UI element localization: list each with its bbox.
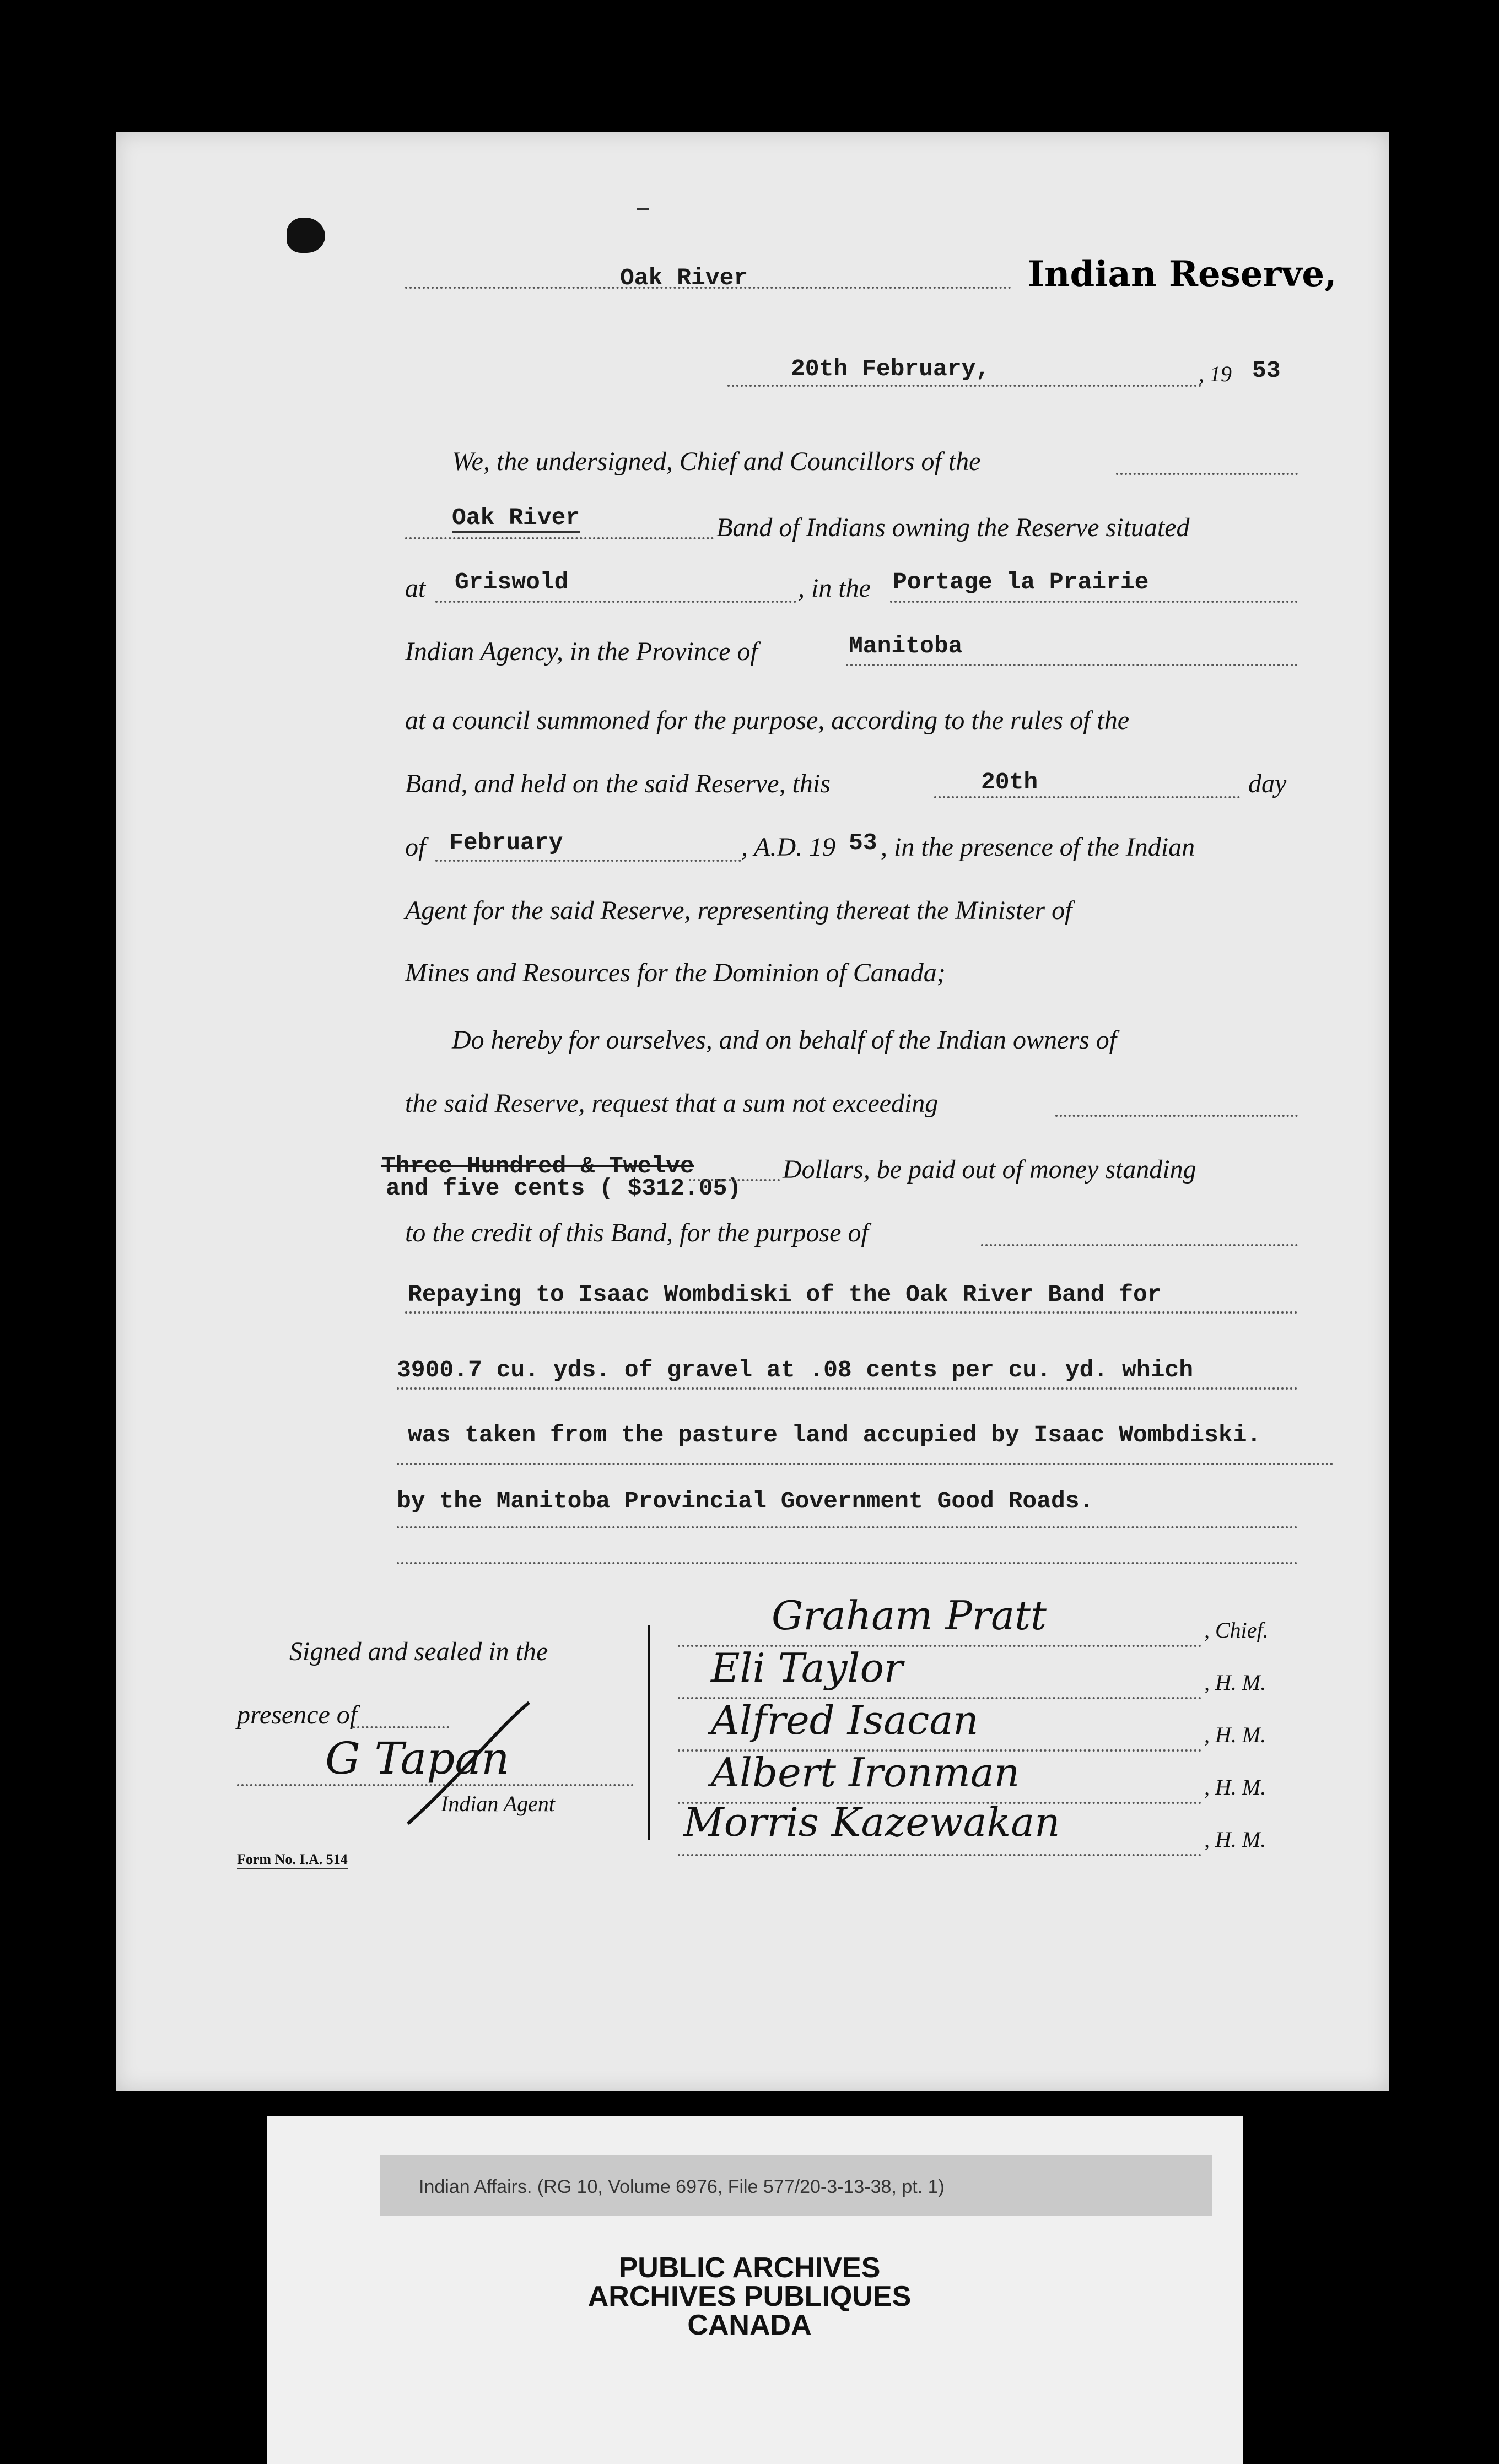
dotted-fill bbox=[689, 1179, 780, 1181]
purpose-line-4: by the Manitoba Provincial Government Good Roads. bbox=[397, 1488, 1094, 1515]
dotted-fill bbox=[890, 601, 1298, 603]
held-line: Band, and held on the said Reserve, this bbox=[405, 769, 831, 798]
indian-agent-label: Indian Agent bbox=[441, 1791, 556, 1816]
archive-line-3: CANADA bbox=[687, 2309, 812, 2341]
credit-line: to the credit of this Band, for the purpose of bbox=[405, 1218, 869, 1247]
intro-line: We, the undersigned, Chief and Councillors of the bbox=[452, 447, 981, 476]
dotted-fill bbox=[1116, 473, 1298, 475]
dotted-fill bbox=[1055, 1115, 1298, 1117]
minister-line: Mines and Resources for the Dominion of Canada; bbox=[405, 958, 946, 987]
form-number: Form No. I.A. 514 bbox=[237, 1851, 348, 1869]
title-councillor-4: , H. M. bbox=[1204, 1827, 1266, 1852]
dotted-fill bbox=[981, 1244, 1298, 1246]
archive-line-2: ARCHIVES PUBLIQUES bbox=[587, 2281, 912, 2312]
title-councillor-3: , H. M. bbox=[1204, 1775, 1266, 1800]
in-the-label: , in the bbox=[798, 574, 871, 603]
dollars-line: Dollars, be paid out of money standing bbox=[783, 1155, 1196, 1184]
amount-words-2: and five cents ( $312.05) bbox=[386, 1175, 742, 1202]
council-year: 53 bbox=[849, 829, 877, 856]
ad-label: , A.D. 19 bbox=[741, 833, 836, 862]
dotted-fill bbox=[397, 1526, 1298, 1528]
date-dotted-line bbox=[727, 385, 1201, 387]
of-label: of bbox=[405, 833, 426, 862]
title-chief: , Chief. bbox=[1204, 1618, 1269, 1642]
request-line: Do hereby for ourselves, and on behalf of the Indian owners of bbox=[452, 1025, 1117, 1055]
reserve-title: Indian Reserve, bbox=[1028, 253, 1337, 295]
location: Griswold bbox=[455, 569, 569, 596]
reserve-name: Oak River bbox=[620, 264, 748, 291]
agent-signature: G Tapan bbox=[325, 1733, 510, 1784]
purpose-line-1: Repaying to Isaac Wombdiski of the Oak River Band for bbox=[408, 1281, 1162, 1308]
dotted-fill bbox=[397, 1387, 1298, 1390]
day-word: day bbox=[1248, 769, 1287, 798]
sum-line: the said Reserve, request that a sum not exceeding bbox=[405, 1089, 939, 1118]
dotted-fill bbox=[435, 860, 741, 862]
presence-of-label: presence of bbox=[237, 1700, 358, 1730]
dotted-fill bbox=[405, 1311, 1298, 1314]
council-month: February bbox=[449, 829, 563, 856]
dotted-fill bbox=[397, 1562, 1298, 1564]
ink-blot bbox=[287, 218, 325, 253]
dotted-fill bbox=[934, 796, 1240, 798]
dotted-fill bbox=[846, 664, 1298, 666]
signed-sealed-label: Signed and sealed in the bbox=[289, 1637, 548, 1666]
signature-chief: Graham Pratt bbox=[772, 1592, 1047, 1639]
dotted-fill bbox=[435, 601, 796, 603]
year-suffix: 53 bbox=[1252, 357, 1281, 384]
signature-councillor-2: Alfred Isacan bbox=[711, 1697, 979, 1743]
purpose-line-2: 3900.7 cu. yds. of gravel at .08 cents per cu. yd. which bbox=[397, 1357, 1194, 1384]
presence-line: , in the presence of the Indian bbox=[881, 833, 1195, 862]
signature-councillor-4: Morris Kazewakan bbox=[683, 1799, 1060, 1845]
year-prefix: , 19 bbox=[1199, 361, 1232, 386]
amount-words-1: Three Hundred & Twelve bbox=[381, 1153, 694, 1180]
council-line: at a council summoned for the purpose, according to the rules of the bbox=[405, 706, 1130, 735]
at-label: at bbox=[405, 574, 426, 603]
signature-councillor-1: Eli Taylor bbox=[711, 1645, 903, 1691]
archive-line-1: PUBLIC ARCHIVES bbox=[618, 2252, 881, 2284]
province: Manitoba bbox=[849, 633, 963, 660]
council-day: 20th bbox=[981, 769, 1038, 796]
title-councillor-1: , H. M. bbox=[1204, 1670, 1266, 1695]
dotted-fill bbox=[405, 537, 714, 539]
band-name: Oak River bbox=[452, 504, 580, 533]
page-mark bbox=[637, 208, 649, 210]
dotted-fill bbox=[678, 1854, 1201, 1856]
purpose-line-3: was taken from the pasture land accupied by Isaac Wombdiski. bbox=[408, 1422, 1261, 1449]
band-line: Band of Indians owning the Reserve situated bbox=[716, 513, 1190, 542]
agent-line: Agent for the said Reserve, representing thereat the Minister of bbox=[405, 896, 1072, 925]
title-councillor-2: , H. M. bbox=[1204, 1722, 1266, 1747]
archive-reference: Indian Affairs. (RG 10, Volume 6976, File 577/20-3-13-38, pt. 1) bbox=[419, 2176, 945, 2197]
agency-line: Indian Agency, in the Province of bbox=[405, 637, 758, 666]
date-day-month: 20th February, bbox=[791, 355, 990, 382]
agency-name: Portage la Prairie bbox=[893, 569, 1149, 596]
signature-councillor-3: Albert Ironman bbox=[711, 1749, 1020, 1796]
dotted-fill bbox=[397, 1463, 1334, 1465]
signature-brace bbox=[648, 1625, 660, 1840]
